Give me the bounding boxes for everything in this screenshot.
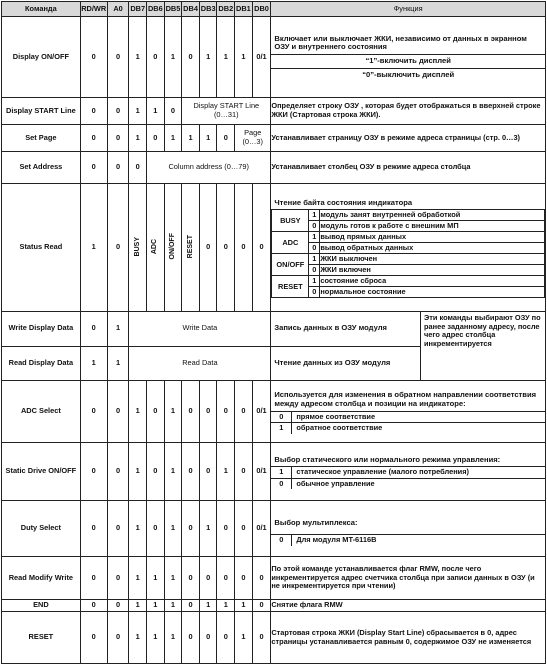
row-status-read xyxy=(2,184,546,312)
bit-db7: 1 xyxy=(129,557,147,600)
bit-rdwr: 0 xyxy=(80,381,107,443)
row-reset xyxy=(2,612,546,664)
bit-db2: 0 xyxy=(217,184,235,312)
bit-db4: 0 xyxy=(182,17,200,98)
function-text: Стартовая строка ЖКИ (Display Start Line) сбрасывается в 0, адрес страницы устанавливается равным 0, содержимое ОЗУ не изменяется xyxy=(271,612,546,664)
bit-db0: 0 xyxy=(252,184,271,312)
row-display-on-off xyxy=(2,17,546,98)
bit-db3: 0 xyxy=(199,184,217,312)
option-value: 1 xyxy=(271,423,292,434)
function-cell xyxy=(271,443,546,501)
bit-rdwr: 0 xyxy=(80,612,107,664)
bit-db3: 0 xyxy=(199,612,217,664)
flag-value: 0 xyxy=(309,265,320,276)
header-db7: DB7 xyxy=(129,2,147,17)
function-text-read: Чтение данных из ОЗУ модуля xyxy=(274,357,391,367)
header-db2: DB2 xyxy=(217,2,235,17)
header-row xyxy=(2,2,546,17)
command-name: Write Display Data xyxy=(2,312,81,347)
flag-value: 0 xyxy=(309,287,320,298)
flag-row xyxy=(272,210,545,221)
bit-db5: 0 xyxy=(164,98,182,125)
row-write-display-data xyxy=(2,312,546,347)
bit-rdwr: 0 xyxy=(80,17,107,98)
bit-db7: 1 xyxy=(129,501,147,557)
flag-value: 1 xyxy=(309,232,320,243)
command-name: Read Modify Write xyxy=(2,557,81,600)
flag-group-label: ON/OFF xyxy=(272,254,309,276)
bit-db4: 1 xyxy=(182,125,200,152)
bit-db7: 1 xyxy=(129,443,147,501)
bit-rdwr: 1 xyxy=(80,346,107,381)
function-text: Устанавливает столбец ОЗУ в режиме адреса столбца xyxy=(271,152,546,184)
field-label: Display START Line xyxy=(193,101,260,111)
bit-rdwr: 0 xyxy=(80,557,107,600)
option-text: прямое соответствие xyxy=(296,411,376,421)
bit-db4-reset xyxy=(182,184,200,312)
bit-db7: 1 xyxy=(129,381,147,443)
bit-a0: 0 xyxy=(107,98,129,125)
function-text: Выбор мультиплекса: xyxy=(274,518,358,528)
command-name: Static Drive ON/OFF xyxy=(2,443,81,501)
bit-db7: 1 xyxy=(129,612,147,664)
bit-db7: 1 xyxy=(129,600,147,612)
flag-meaning: состояние сброса xyxy=(320,276,545,287)
bit-db1: 0 xyxy=(235,443,253,501)
flag-meaning: вывод прямых данных xyxy=(320,232,545,243)
flag-row xyxy=(272,276,545,287)
bit-db7: 1 xyxy=(129,17,147,98)
option-off: “0”-выключить дисплей xyxy=(271,68,545,82)
flag-row xyxy=(272,221,545,232)
start-line-field xyxy=(182,98,271,125)
bit-db3: 1 xyxy=(199,17,217,98)
field-range: (0…31) xyxy=(213,110,239,119)
bit-a0: 0 xyxy=(107,381,129,443)
bit-rdwr: 0 xyxy=(80,443,107,501)
flag-row xyxy=(272,254,545,265)
option-value: 0 xyxy=(271,412,292,423)
header-db0: DB0 xyxy=(252,2,271,17)
flag-label: BUSY xyxy=(133,236,141,256)
function-note: Эти команды выбирают ОЗУ по ранее заданному адресу, после чего адрес столбца инкрементируется xyxy=(420,312,545,380)
bit-db5-onoff xyxy=(164,184,182,312)
command-table xyxy=(1,1,546,664)
bit-db7: 1 xyxy=(129,125,147,152)
read-data-field: Read Data xyxy=(129,346,271,381)
function-cell xyxy=(271,312,546,381)
bit-rdwr: 0 xyxy=(80,98,107,125)
option-text: статическое управление (малого потребления) xyxy=(296,467,469,477)
option-text: обычное управление xyxy=(296,478,375,488)
flag-label: ON/OFF xyxy=(168,233,176,260)
bit-db0: 0/1 xyxy=(252,501,271,557)
bit-db1: 0 xyxy=(235,381,253,443)
bit-db3: 0 xyxy=(199,381,217,443)
option-row xyxy=(271,422,545,434)
bit-db6: 0 xyxy=(147,501,165,557)
function-cell xyxy=(271,17,546,98)
bit-db6-adc xyxy=(147,184,165,312)
row-set-address xyxy=(2,152,546,184)
bit-db4: 0 xyxy=(182,443,200,501)
option-value: 0 xyxy=(271,479,292,490)
bit-a0: 0 xyxy=(107,612,129,664)
command-name: Set Page xyxy=(2,125,81,152)
bit-db0: 0 xyxy=(252,600,271,612)
write-data-field: Write Data xyxy=(129,312,271,347)
bit-db3: 1 xyxy=(199,125,217,152)
bit-db0: 0 xyxy=(252,557,271,600)
bit-db7: 0 xyxy=(129,152,147,184)
bit-db0: 0/1 xyxy=(252,443,271,501)
command-name: RESET xyxy=(2,612,81,664)
bit-db4: 0 xyxy=(182,557,200,600)
header-db6: DB6 xyxy=(147,2,165,17)
header-function: Функция xyxy=(271,2,546,17)
bit-a0: 0 xyxy=(107,152,129,184)
bit-db6: 1 xyxy=(147,600,165,612)
bit-db5: 1 xyxy=(164,557,182,600)
flag-row xyxy=(272,265,545,276)
bit-db4: 0 xyxy=(182,600,200,612)
function-cell xyxy=(271,184,546,312)
bit-a0: 0 xyxy=(107,17,129,98)
function-text: Чтение байта состояния индикатора xyxy=(274,197,413,207)
bit-db6: 0 xyxy=(147,381,165,443)
flag-value: 1 xyxy=(309,276,320,287)
bit-db5: 1 xyxy=(164,443,182,501)
bit-db4: 0 xyxy=(182,612,200,664)
flag-value: 0 xyxy=(309,221,320,232)
flag-meaning: нормальное состояние xyxy=(320,287,545,298)
bit-a0: 0 xyxy=(107,600,129,612)
function-cell xyxy=(271,501,546,557)
header-db1: DB1 xyxy=(235,2,253,17)
bit-db6: 1 xyxy=(147,612,165,664)
bit-db4: 0 xyxy=(182,501,200,557)
function-text: Снятие флага RMW xyxy=(271,600,546,612)
function-text: Включает или выключает ЖКИ, независимо от данных в экранном ОЗУ и внутреннего состояния xyxy=(274,33,527,52)
bit-db2: 0 xyxy=(217,557,235,600)
option-row xyxy=(271,466,545,478)
function-text: Устанавливает страницу ОЗУ в режиме адреса страницы (стр. 0…3) xyxy=(271,125,546,152)
option-text: Для модуля MT-6116B xyxy=(296,535,377,545)
header-db3: DB3 xyxy=(199,2,217,17)
flag-value: 1 xyxy=(309,254,320,265)
bit-db3: 0 xyxy=(199,557,217,600)
column-address-field: Column address (0…79) xyxy=(147,152,271,184)
bit-a0: 0 xyxy=(107,557,129,600)
flag-label: ADC xyxy=(151,238,159,254)
bit-db0: 0/1 xyxy=(252,17,271,98)
option-row xyxy=(271,534,545,546)
row-display-start-line xyxy=(2,98,546,125)
bit-db6: 1 xyxy=(147,98,165,125)
bit-db2: 0 xyxy=(217,501,235,557)
bit-rdwr: 0 xyxy=(80,600,107,612)
bit-a0: 1 xyxy=(107,312,129,347)
bit-db2: 0 xyxy=(217,381,235,443)
option-value: 1 xyxy=(271,467,292,478)
function-text: Определяет строку ОЗУ , которая будет отображаться в вверхней строке ЖКИ (Стартовая строка ЖКИ). xyxy=(271,98,546,125)
flag-value: 1 xyxy=(309,210,320,221)
flag-meaning: модуль занят внутренней обработкой xyxy=(320,210,545,221)
option-text: обратное соответствие xyxy=(296,423,383,433)
row-static-drive xyxy=(2,443,546,501)
flag-group-label: RESET xyxy=(272,276,309,298)
bit-a0: 0 xyxy=(107,125,129,152)
bit-db6: 0 xyxy=(147,443,165,501)
page-field xyxy=(235,125,271,152)
header-rdwr: RD/WR xyxy=(80,2,107,17)
bit-db5: 1 xyxy=(164,17,182,98)
bit-db0: 0/1 xyxy=(252,381,271,443)
bit-db1: 1 xyxy=(235,612,253,664)
bit-db6: 0 xyxy=(147,17,165,98)
bit-db1: 0 xyxy=(235,501,253,557)
bit-db7-busy xyxy=(129,184,147,312)
bit-db2: 1 xyxy=(217,17,235,98)
command-name: Status Read xyxy=(2,184,81,312)
bit-db3: 1 xyxy=(199,501,217,557)
bit-rdwr: 0 xyxy=(80,152,107,184)
command-name: Set Address xyxy=(2,152,81,184)
flag-meaning: ЖКИ включен xyxy=(320,265,545,276)
field-range: (0…3) xyxy=(242,137,263,146)
header-db4: DB4 xyxy=(182,2,200,17)
command-name: Display ON/OFF xyxy=(2,17,81,98)
flag-row xyxy=(272,232,545,243)
function-cell xyxy=(271,381,546,443)
bit-db4: 0 xyxy=(182,381,200,443)
bit-db2: 0 xyxy=(217,612,235,664)
bit-db6: 0 xyxy=(147,125,165,152)
row-duty-select xyxy=(2,501,546,557)
bit-db3: 1 xyxy=(199,600,217,612)
bit-db3: 0 xyxy=(199,443,217,501)
bit-rdwr: 0 xyxy=(80,312,107,347)
option-on: “1”-включить дисплей xyxy=(271,54,545,68)
flag-row xyxy=(272,287,545,298)
option-value: 0 xyxy=(271,535,292,546)
bit-db7: 1 xyxy=(129,98,147,125)
option-row xyxy=(271,478,545,490)
bit-db2: 0 xyxy=(217,125,235,152)
command-name: END xyxy=(2,600,81,612)
bit-db6: 1 xyxy=(147,557,165,600)
bit-rdwr: 1 xyxy=(80,184,107,312)
bit-a0: 0 xyxy=(107,184,129,312)
header-db5: DB5 xyxy=(164,2,182,17)
function-text: Используется для изменения в обратном направлении соответствия между адресом столбца и позиции на индикаторе: xyxy=(274,390,537,408)
bit-db5: 1 xyxy=(164,612,182,664)
flag-group-label: ADC xyxy=(272,232,309,254)
status-flags-table xyxy=(271,209,545,298)
row-end xyxy=(2,600,546,612)
flag-label: RESET xyxy=(186,234,194,258)
bit-db1: 0 xyxy=(235,184,253,312)
bit-db2: 1 xyxy=(217,443,235,501)
header-command: Команда xyxy=(2,2,81,17)
flag-value: 0 xyxy=(309,243,320,254)
command-name: ADC Select xyxy=(2,381,81,443)
bit-db5: 1 xyxy=(164,600,182,612)
command-name: Display START Line xyxy=(2,98,81,125)
bit-a0: 1 xyxy=(107,346,129,381)
bit-db5: 1 xyxy=(164,381,182,443)
command-name: Duty Select xyxy=(2,501,81,557)
bit-db1: 0 xyxy=(235,557,253,600)
bit-a0: 0 xyxy=(107,443,129,501)
bit-rdwr: 0 xyxy=(80,125,107,152)
flag-meaning: ЖКИ выключен xyxy=(320,254,545,265)
row-adc-select xyxy=(2,381,546,443)
row-read-modify-write xyxy=(2,557,546,600)
flag-meaning: вывод обратных данных xyxy=(320,243,545,254)
command-name: Read Display Data xyxy=(2,346,81,381)
flag-meaning: модуль готов к работе с внешним МП xyxy=(320,221,545,232)
bit-db1: 1 xyxy=(235,17,253,98)
bit-db5: 1 xyxy=(164,125,182,152)
header-a0: A0 xyxy=(107,2,129,17)
function-text: Выбор статического или нормального режима управления: xyxy=(274,454,501,464)
bit-rdwr: 0 xyxy=(80,501,107,557)
bit-db2: 1 xyxy=(217,600,235,612)
option-row xyxy=(271,411,545,423)
function-text-write: Запись данных в ОЗУ модуля xyxy=(271,312,420,347)
bit-a0: 0 xyxy=(107,501,129,557)
bit-db5: 1 xyxy=(164,501,182,557)
flag-row xyxy=(272,243,545,254)
function-text: По этой команде устанавливается флаг RMW, после чего инкрементируется адрес счетчика столбца при записи данных в ОЗУ (и не инкрементируется при чтении) xyxy=(271,557,546,600)
bit-db1: 1 xyxy=(235,600,253,612)
bit-db0: 0 xyxy=(252,612,271,664)
field-label: Page xyxy=(244,128,262,138)
row-set-page xyxy=(2,125,546,152)
flag-group-label: BUSY xyxy=(272,210,309,232)
